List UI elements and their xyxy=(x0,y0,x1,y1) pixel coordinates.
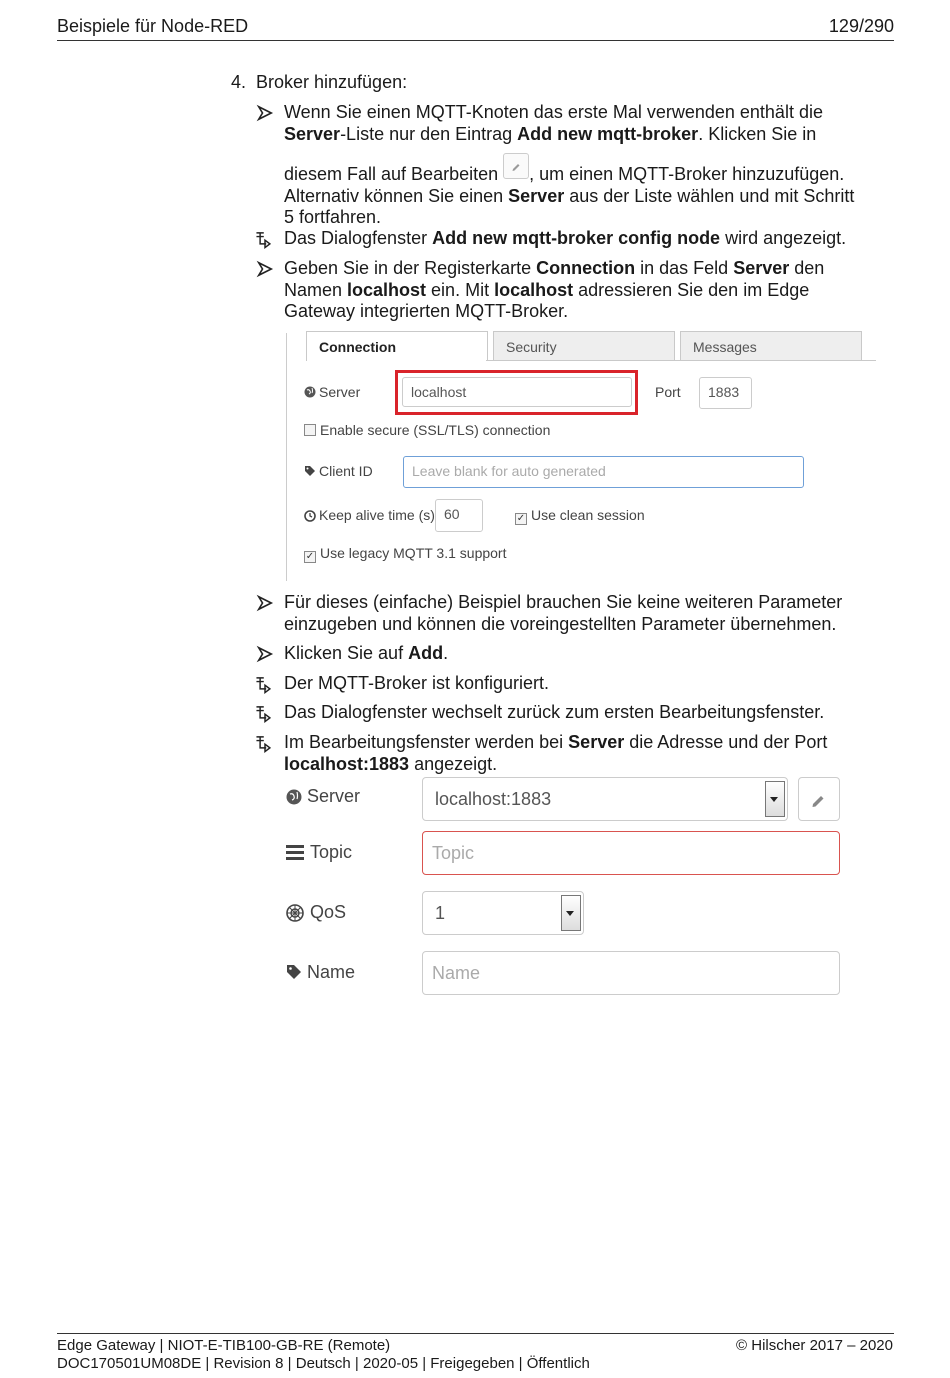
mqtt-broker-config-screenshot xyxy=(286,325,878,581)
footer-rule xyxy=(57,1333,894,1334)
clean-session-checkbox[interactable]: ✓ xyxy=(516,513,526,524)
paragraph-2: Das Dialogfenster Add new mqtt-broker config node wird angezeigt. xyxy=(284,228,847,248)
port-label: Port xyxy=(655,384,681,400)
edit-server-button[interactable] xyxy=(798,777,840,821)
header-title: Beispiele für Node-RED xyxy=(57,16,249,36)
paragraph-8: Im Bearbeitungsfenster werden bei Server die Adresse und der Port localhost:1883 angezeigt. xyxy=(284,732,828,774)
paragraph-7: Das Dialogfenster wechselt zurück zum ersten Bearbeitungsfenster. xyxy=(284,702,825,722)
paragraph-1: Wenn Sie einen MQTT-Knoten das erste Mal verwenden enthält die Server-Liste nur den Eintrag Add new mqtt-broker. Klicken Sie in diesem Fall auf Bearbeiten , um einen MQTT-Broker hinzuzufügen. Alternativ können Sie einen Server aus der Liste wählen und mit Schritt 5 fortfahren. xyxy=(284,102,855,227)
name-label: Name xyxy=(307,962,356,982)
paragraph-4: Für dieses (einfache) Beispiel brauchen Sie keine weiteren Parameter einzugeben und können die voreingestellten Parameter übernehmen. xyxy=(284,592,843,634)
arrow-bullet-icon xyxy=(254,593,276,613)
port-input[interactable]: 1883 xyxy=(699,377,752,409)
server-input[interactable]: localhost xyxy=(402,377,632,407)
chevron-down-icon[interactable] xyxy=(561,895,581,931)
tasks-icon xyxy=(286,845,304,860)
tag-icon xyxy=(286,964,302,980)
pencil-icon xyxy=(799,778,839,820)
result-bullet-icon xyxy=(254,703,276,723)
clock-icon xyxy=(304,510,316,522)
paragraph-6: Der MQTT-Broker ist konfiguriert. xyxy=(284,673,550,693)
step-title: Broker hinzufügen: xyxy=(256,72,408,92)
qos-label: QoS xyxy=(310,902,347,922)
footer-line-1: Edge Gateway | NIOT-E-TIB100-GB-RE (Remote) xyxy=(57,1337,391,1354)
legacy-row[interactable]: ✓ Use legacy MQTT 3.1 support xyxy=(305,545,507,562)
topic-input[interactable]: Topic xyxy=(422,831,840,875)
arrow-bullet-icon xyxy=(254,103,276,123)
edit-pencil-icon xyxy=(503,153,529,179)
result-bullet-icon xyxy=(254,733,276,753)
legacy-checkbox[interactable]: ✓ xyxy=(305,551,315,562)
tag-icon xyxy=(304,465,316,477)
name-input[interactable]: Name xyxy=(422,951,840,995)
tab-connection[interactable]: Connection xyxy=(306,331,488,361)
globe-icon xyxy=(286,789,302,805)
tab-messages[interactable]: Messages xyxy=(680,331,862,361)
globe-icon xyxy=(304,386,316,398)
tls-checkbox[interactable] xyxy=(304,424,316,436)
footer-copyright: © Hilscher 2017 – 2020 xyxy=(736,1337,893,1354)
step-number: 4. xyxy=(231,72,247,92)
paragraph-5: Klicken Sie auf Add. xyxy=(284,643,449,663)
keepalive-input[interactable]: 60 xyxy=(435,499,483,532)
tab-security[interactable]: Security xyxy=(493,331,675,361)
paragraph-3: Geben Sie in der Registerkarte Connection in das Feld Server den Namen localhost ein. Mit localhost adressieren Sie den im Edge Gateway integrierten MQTT-Broker. xyxy=(284,258,825,321)
tls-checkbox-row[interactable]: Enable secure (SSL/TLS) connection xyxy=(304,422,550,438)
clientid-label: Client ID xyxy=(319,463,373,479)
result-bullet-icon xyxy=(254,229,276,249)
footer-line-2: DOC170501UM08DE | Revision 8 | Deutsch | 2020-05 | Freigegeben | Öffentlich xyxy=(57,1355,590,1372)
keepalive-label: Keep alive time (s) xyxy=(319,507,435,523)
topic-label: Topic xyxy=(310,842,353,862)
server-label: Server xyxy=(319,384,361,400)
empire-icon xyxy=(286,904,304,922)
header-rule xyxy=(57,40,894,41)
server-label: Server xyxy=(307,786,361,806)
clean-session-row[interactable]: ✓ Use clean session xyxy=(516,507,645,524)
qos-select[interactable]: 1 xyxy=(422,891,584,935)
server-select[interactable]: localhost:1883 xyxy=(422,777,788,821)
arrow-bullet-icon xyxy=(254,644,276,664)
page-number: 129/290 xyxy=(828,16,894,36)
result-bullet-icon xyxy=(254,674,276,694)
arrow-bullet-icon xyxy=(254,259,276,279)
chevron-down-icon[interactable] xyxy=(765,781,785,817)
clientid-input[interactable]: Leave blank for auto generated xyxy=(403,456,804,488)
